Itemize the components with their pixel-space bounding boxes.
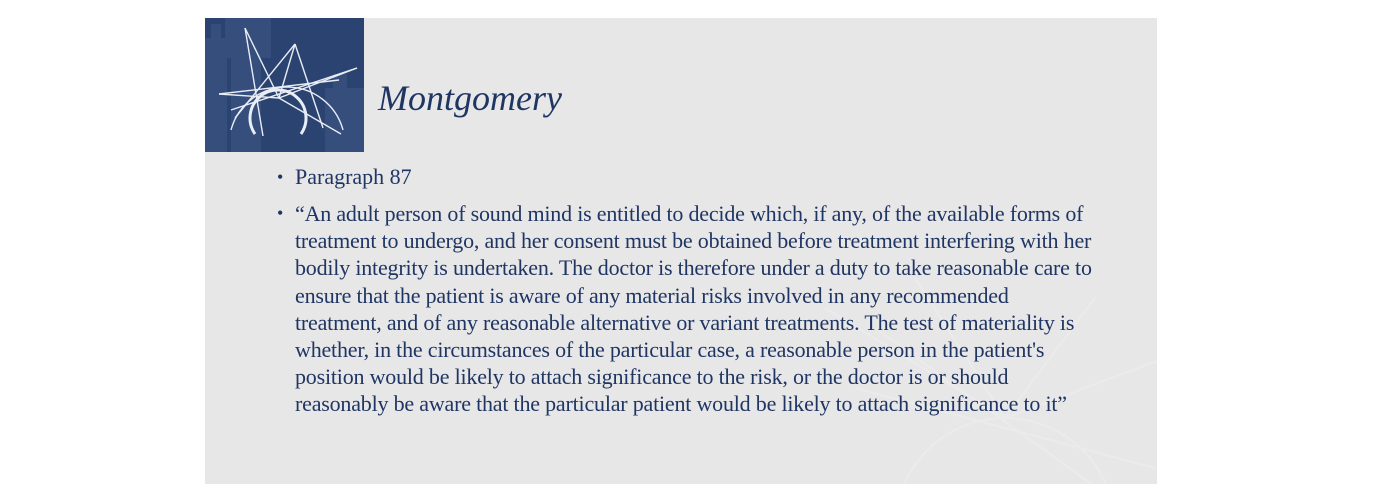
slide-title: Montgomery [378, 78, 562, 118]
bullet-text: Paragraph 87 [295, 164, 412, 189]
bullet-dot-icon: • [277, 203, 284, 223]
bullet-text: “An adult person of sound mind is entitled to decide which, if any, of the available forms of treatment to undergo, and her consent must be obtained before treatment interfering with her bodily integrity is undertaken. The doctor is therefore under a duty to take reasonable care to ensure that the patient is aware of any material risks involved in any recommended treatment, and of any reasonable alternative or variant treatments. The test of materiality is whether, in the circumstances of the particular case, a reasonable person in the patient's position would be likely to attach significance to the risk, or the doctor is or should reasonably be aware that the particular patient would be likely to attach significance to it” [295, 201, 1092, 417]
bullet-dot-icon: • [277, 167, 284, 187]
logo [205, 18, 364, 152]
slide [205, 18, 1157, 484]
bullet-list [277, 162, 1097, 418]
bullet-item [277, 162, 1097, 192]
starburst-arc-logo-icon [205, 18, 364, 152]
bullet-item [277, 200, 1097, 418]
